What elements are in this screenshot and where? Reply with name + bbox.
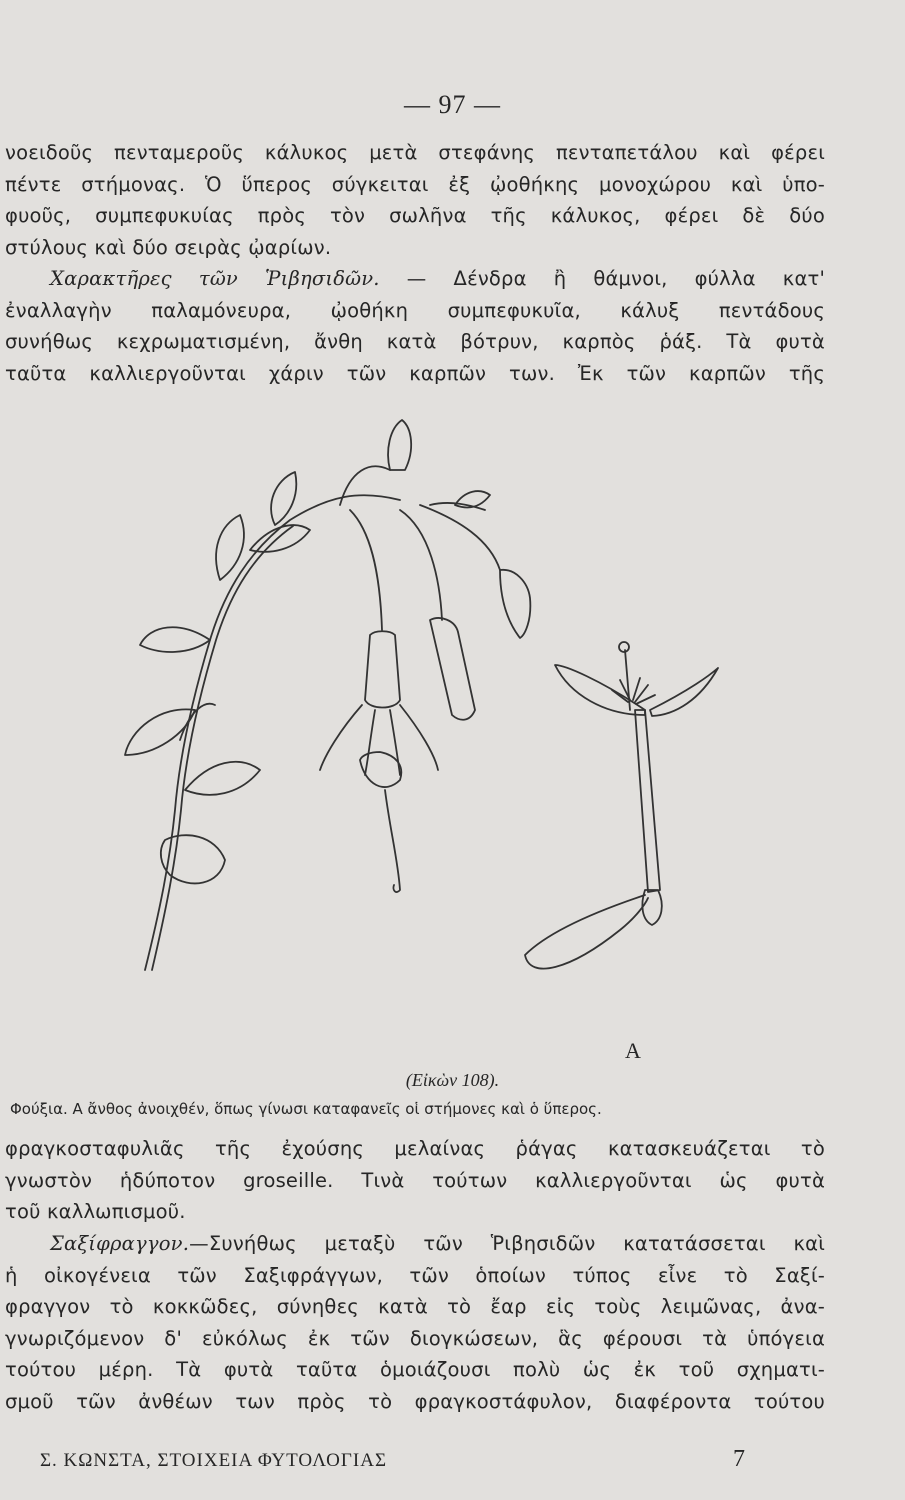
stamens: [612, 678, 655, 704]
footer-signature-number: 7: [733, 1446, 745, 1472]
figure-letter: Α: [625, 1038, 641, 1063]
paragraph-saxifrage: [5, 1228, 825, 1417]
ribes-heading: Χαρακτῆρες τῶν Ῥιβησιδῶν.: [50, 267, 380, 290]
flower-stalk: [350, 510, 382, 630]
leaf: [216, 515, 244, 580]
text-line: φραγγον τὸ κοκκῶδες, σύνηθες κατὰ τὸ ἔαρ εἰς τοὺς λειμῶνας, ἀνα-: [5, 1295, 825, 1318]
leaf: [455, 491, 490, 507]
leaf: [140, 627, 210, 652]
footer-book-title: Σ. ΚΩΝΣΤΑ, ΣΤΟΙΧΕΙΑ ΦΥΤΟΛΟΓΙΑΣ: [40, 1450, 387, 1471]
saxifrage-first-line: —Συνήθως μεταξὺ τῶν Ῥιβησιδῶν κατατάσσεται καὶ: [189, 1232, 825, 1255]
text-line: συνήθως κεχρωματισμένη, ἄνθη κατὰ βότρυν, καρπὸς ῥάξ. Τὰ φυτὰ: [5, 330, 825, 353]
text-line: στύλους καὶ δύο σειρὰς ᾠαρίων.: [5, 235, 332, 259]
leaf: [271, 472, 296, 525]
fuchsia-illustration: [100, 410, 800, 1010]
fuchsia-drawing: [100, 410, 800, 1010]
text-line: γνωριζόμενον δ' εὐκόλως ἐκ τῶν διογκώσεων, ἃς φέρουσι τὰ ὑπόγεια: [5, 1326, 825, 1350]
ribes-first-line: — Δένδρα ἢ θάμνοι, φύλλα κατ': [379, 267, 825, 290]
bud: [500, 570, 530, 638]
opened-flower-base: [525, 895, 648, 969]
flower-sepals: [320, 705, 438, 775]
top-bud: [388, 420, 411, 470]
text-line: σμοῦ τῶν ἀνθέων των πρὸς τὸ φραγκοστάφυλον, διαφέροντα τούτου: [5, 1389, 825, 1413]
flower-style: [385, 790, 400, 892]
text-line: φυοῦς, συμπεφυκυίας πρὸς τὸν σωλῆνα τῆς κάλυκος, φέρει δὲ δύο: [5, 204, 825, 227]
text-line: τούτου μέρη. Τὰ φυτὰ ταῦτα ὁμοιάζουσι πολὺ ὡς ἐκ τοῦ σχηματι-: [5, 1358, 825, 1381]
page-number: — 97 —: [404, 90, 501, 119]
paragraph-after-figure: [5, 1133, 825, 1228]
stigma: [619, 642, 629, 652]
flower-tube: [365, 631, 400, 707]
opened-flower-tube: [635, 710, 660, 892]
figure-caption: Φούξια. Α ἄνθος ἀνοιχθέν, ὅπως γίνωσι καταφανεῖς οἱ στήμονες καὶ ὁ ὕπερος.: [10, 1100, 602, 1118]
leaf: [185, 762, 260, 795]
text-line: ταῦτα καλλιεργοῦνται χάριν τῶν καρπῶν των. Ἐκ τῶν καρπῶν τῆς: [5, 361, 825, 385]
text-line: φραγκοσταφυλιᾶς τῆς ἐχούσης μελαίνας ῥάγας κατασκευάζεται τὸ: [5, 1137, 825, 1160]
text-line: [5, 263, 825, 295]
bud: [430, 618, 475, 720]
main-stem-outline: [152, 526, 293, 970]
text-line: ἐναλλαγὴν παλαμόνευρα, ᾠοθήκη συμπεφυκυῖα, κάλυξ πεντάδους: [5, 298, 825, 322]
bud-stalk: [400, 510, 442, 620]
saxifrage-heading: Σαξίφραγγον.: [50, 1232, 190, 1255]
leaf: [125, 709, 195, 755]
text-line: γνωστὸν ἡδύποτον groseille. Τινὰ τούτων καλλιεργοῦνται ὡς φυτὰ: [5, 1168, 825, 1192]
text-line: [5, 1228, 825, 1260]
top-bud-stalk: [340, 466, 390, 505]
paragraph-top: [5, 137, 825, 263]
opened-flower-sepal-right: [650, 668, 718, 716]
opened-flower-sepal-left: [555, 665, 645, 715]
figure-label: (Εἰκὼν 108).: [405, 1070, 500, 1090]
text-line: ἡ οἰκογένεια τῶν Σαξιφράγγων, τῶν ὁποίων τύπος εἶνε τὸ Σαξί-: [5, 1263, 825, 1287]
text-line: πέντε στήμονας. Ὁ ὕπερος σύγκειται ἐξ ᾠοθήκης μονοχώρου καὶ ὑπο-: [5, 172, 825, 196]
text-line: τοῦ καλλωπισμοῦ.: [5, 1200, 186, 1223]
text-line: νοειδοῦς πενταμεροῦς κάλυκος μετὰ στεφάνης πενταπετάλου καὶ φέρει: [5, 141, 825, 164]
paragraph-ribes: [5, 263, 825, 389]
